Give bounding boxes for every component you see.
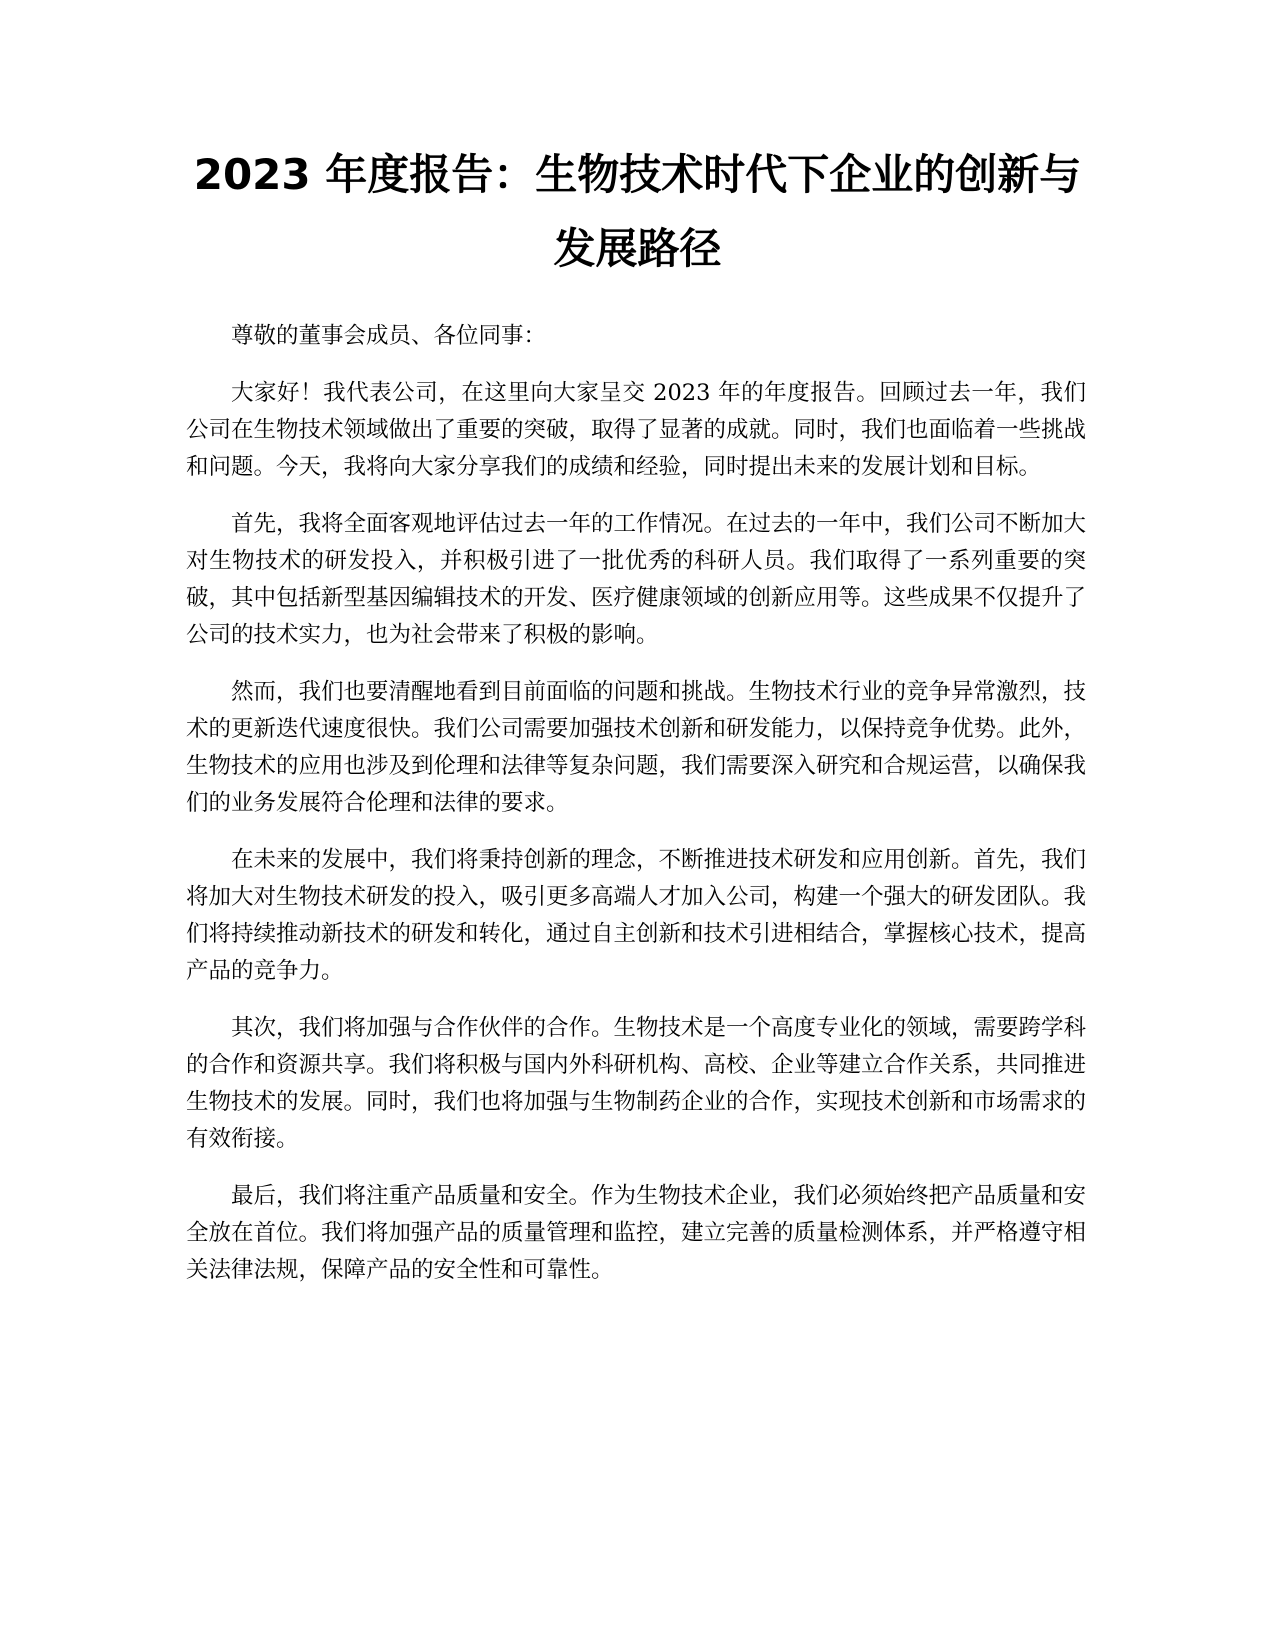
paragraph-greeting: 大家好！我代表公司，在这里向大家呈交 2023 年的年度报告。回顾过去一年，我们公司在生物技术领域做出了重要的突破，取得了显著的成就。同时，我们也面临着一些挑战和问题。今天，我将向大家分享我们的成绩和经验，同时提出未来的发展计划和目标。 [186, 380, 1087, 480]
paragraph-challenges: 然而，我们也要清醒地看到目前面临的问题和挑战。生物技术行业的竞争异常激烈，技术的更新迭代速度很快。我们公司需要加强技术创新和研发能力，以保持竞争优势。此外，生物技术的应用也涉及到伦理和法律等复杂问题，我们需要深入研究和合规运营，以确保我们的业务发展符合伦理和法律的要求。 [186, 679, 1087, 816]
document-title: 2023 年度报告：生物技术时代下企业的创新与发展路径 [193, 150, 1082, 273]
document-body [186, 318, 1086, 1309]
salutation: 尊敬的董事会成员、各位同事： [231, 323, 547, 349]
paragraph-future-plan: 在未来的发展中，我们将秉持创新的理念，不断推进技术研发和应用创新。首先，我们将加大对生物技术研发的投入，吸引更多高端人才加入公司，构建一个强大的研发团队。我们将持续推动新技术的研发和转化，通过自主创新和技术引进相结合，掌握核心技术，提高产品的竞争力。 [186, 847, 1087, 984]
paragraph-review: 首先，我将全面客观地评估过去一年的工作情况。在过去的一年中，我们公司不断加大对生物技术的研发投入，并积极引进了一批优秀的科研人员。我们取得了一系列重要的突破，其中包括新型基因编辑技术的开发、医疗健康领域的创新应用等。这些成果不仅提升了公司的技术实力，也为社会带来了积极的影响。 [186, 511, 1087, 648]
paragraph-cooperation: 其次，我们将加强与合作伙伴的合作。生物技术是一个高度专业化的领域，需要跨学科的合作和资源共享。我们将积极与国内外科研机构、高校、企业等建立合作关系，共同推进生物技术的发展。同时，我们也将加强与生物制药企业的合作，实现技术创新和市场需求的有效衔接。 [186, 1015, 1087, 1152]
paragraph-quality: 最后，我们将注重产品质量和安全。作为生物技术企业，我们必须始终把产品质量和安全放在首位。我们将加强产品的质量管理和监控，建立完善的质量检测体系，并严格遵守相关法律法规，保障产品的安全性和可靠性。 [186, 1183, 1087, 1283]
